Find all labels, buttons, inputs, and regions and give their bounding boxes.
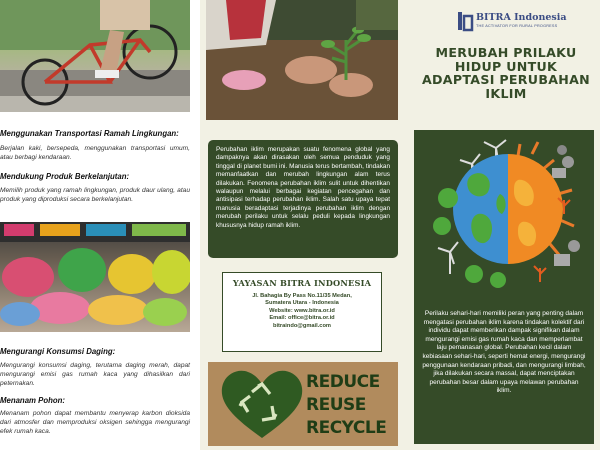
contact-box — [222, 272, 382, 352]
reuse-word: REUSE — [306, 395, 366, 415]
closing-text: Perilaku sehari-hari memiliki peran yang penting dalam mengatasi perubahan iklim karena tindakan kolektif dari individu dapat memberikan dampak signifikan dalam mengurangi emisi gas rumah kaca dan memperlambat laju pemanasan global. Perubahan kecil dalam kebiasaan sehari-hari, seperti hemat energi, mengurangi penggunaan kendaraan pribadi, dan mengurangi limbah, jika dilakukan secara massal, dapat menciptakan perubahan besar dalam upaya melawan perubahan iklim. — [422, 310, 586, 395]
heart-recycle-icon — [214, 362, 310, 446]
logo-name: BITRA Indonesia — [476, 12, 567, 23]
intro-box — [208, 140, 398, 258]
reduce-word: REDUCE — [306, 372, 380, 392]
heading-trees: Menanam Pohon: — [0, 396, 65, 405]
contact-email: Email: office@bitra.or.id — [269, 315, 335, 322]
organization-logo — [458, 12, 598, 34]
earth-box — [414, 130, 594, 444]
contact-address-1: Jl. Bahagia By Pass No.11/35 Medan, — [252, 293, 352, 299]
panel-right — [406, 0, 600, 450]
reduce-reuse-recycle-graphic — [208, 362, 398, 446]
panel-left — [0, 0, 200, 450]
intro-text: Perubahan iklim merupakan suatu fenomena global yang dampaknya akan dirasakan oleh semua penduduk yang tinggal di planet bumi ini. Manusia terus bertambah, tindakan memanfaatkan dan merubah lingkungan alam terus dilakukan. Fenomena perubahan iklim sulit untuk dihentikan walaupun melalui berbagai kegiatan pencegahan dan antisipasi terhadap perubahan iklim. Salah satu upaya tepat manusia beradaptasi terjadinya perubahan iklim dengan merubah perilaku untuk selalu peduli kepada lingkungan khususnya hidup ramah iklim. — [216, 146, 390, 229]
climate-earth-illustration — [414, 134, 594, 304]
contact-website: Website: www.bitra.or.id — [269, 307, 335, 314]
contact-email-2: bitraindo@gmail.com — [272, 322, 331, 329]
recycled-baskets-photo — [0, 222, 190, 332]
heading-transport: Menggunakan Transportasi Ramah Lingkungan: — [0, 129, 179, 138]
cycling-photo — [0, 0, 190, 112]
text-trees: Menanam pohon dapat membantu menyerap karbon dioksida dari atmosfer dan memproduksi oksigen sehingga mengurangi efek rumah kaca. — [0, 410, 190, 435]
organization-name: YAYASAN BITRA INDONESIA — [232, 278, 372, 288]
text-products: Memilih produk yang ramah lingkungan, produk daur ulang, atau produk yang diproduksi secara berkelanjutan. — [0, 187, 190, 203]
panel-middle — [200, 0, 406, 450]
text-meat: Mengurangi konsumsi daging, terutama daging merah, dapat mengurangi emisi gas rumah kaca yang dihasilkan dari peternakan. — [0, 362, 190, 387]
planting-photo — [206, 0, 398, 120]
heading-products: Mendukung Produk Berkelanjutan: — [0, 172, 130, 181]
contact-address-2: Sumatera Utara - Indonesia — [265, 300, 339, 307]
logo-tagline: THE ACTIVATOR FOR RURAL PROGRESS — [476, 24, 558, 28]
brochure-title: MERUBAH PRILAKU HIDUP UNTUK ADAPTASI PERUBAHAN IKLIM — [421, 45, 590, 101]
heading-meat: Mengurangi Konsumsi Daging: — [0, 347, 116, 356]
text-transport: Berjalan kaki, bersepeda, menggunakan transportasi umum, atau berbagi kendaraan. — [0, 145, 190, 161]
recycle-word: RECYCLE — [306, 418, 387, 438]
bitra-logo-icon — [458, 12, 474, 32]
